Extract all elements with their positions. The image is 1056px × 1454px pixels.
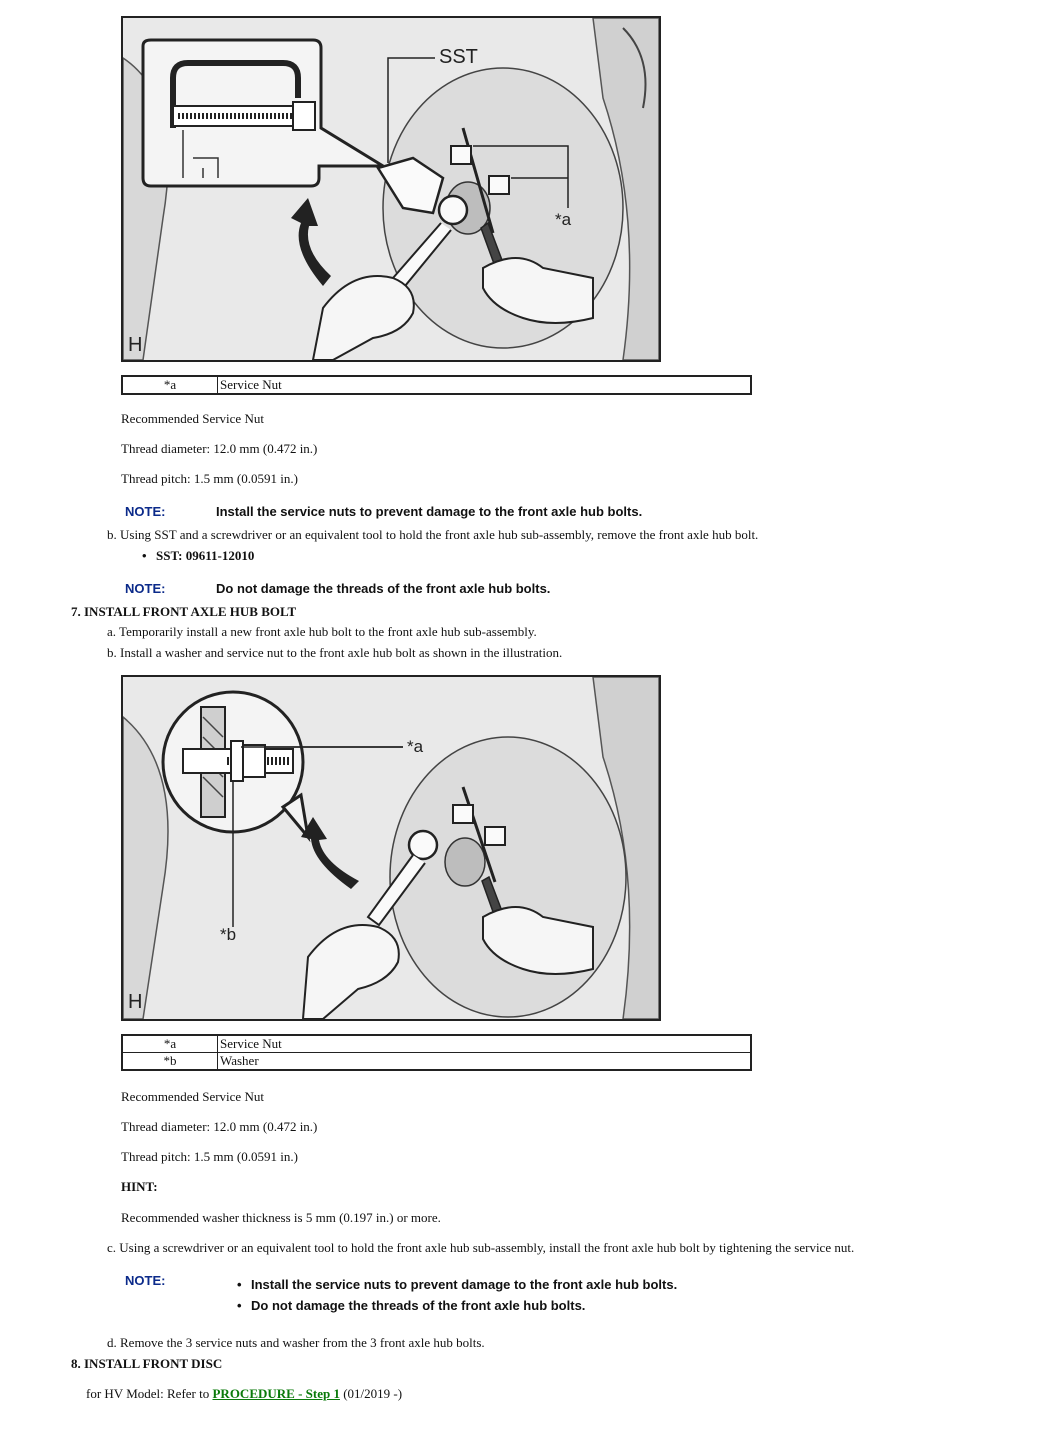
legend-key: *a xyxy=(122,1035,218,1053)
reference-line xyxy=(86,1386,402,1402)
note-label: NOTE: xyxy=(125,504,166,519)
fig-view-letter: H xyxy=(128,334,143,356)
legend-row xyxy=(122,1053,751,1071)
legend-key: *a xyxy=(122,376,218,394)
section-7-title: 7. INSTALL FRONT AXLE HUB BOLT xyxy=(71,604,297,619)
illustration-install-hub-bolt xyxy=(121,675,661,1021)
procedure-step-1-link[interactable]: PROCEDURE - Step 1 xyxy=(212,1386,340,1401)
section-8-title: 8. INSTALL FRONT DISC xyxy=(71,1356,223,1371)
step-d-remove-nuts: d. Remove the 3 service nuts and washer from the 3 front axle hub bolts. xyxy=(107,1335,485,1350)
illustration-drawing xyxy=(123,18,659,360)
legend-value: Washer xyxy=(218,1053,752,1071)
legend-value: Service Nut xyxy=(218,1035,752,1053)
sst-number-text: SST: 09611-12010 xyxy=(156,548,255,563)
legend-row xyxy=(122,376,751,394)
note-item: • Install the service nuts to prevent damage to the front axle hub bolts. xyxy=(237,1277,678,1292)
legend-value: Service Nut xyxy=(218,376,752,394)
reference-suffix: (01/2019 -) xyxy=(339,1386,403,1401)
sst-number: • SST: 09611-12010 xyxy=(142,548,255,563)
note-item-text: Install the service nuts to prevent damage to the front axle hub bolts. xyxy=(251,1277,678,1292)
spec-title: Recommended Service Nut xyxy=(121,411,264,426)
fig-label-b: *b xyxy=(220,925,237,944)
step-c-tighten-nut: c. Using a screwdriver or an equivalent tool to hold the front axle hub sub-assembly, install the front axle hub bolt by tightening the service nut. xyxy=(107,1240,855,1255)
spec-thread-diameter: Thread diameter: 12.0 mm (0.472 in.) xyxy=(121,441,318,456)
note-label: NOTE: xyxy=(125,581,166,596)
hint-text: Recommended washer thickness is 5 mm (0.197 in.) or more. xyxy=(121,1210,441,1225)
legend-table-2 xyxy=(121,1034,752,1071)
spec-thread-pitch: Thread pitch: 1.5 mm (0.0591 in.) xyxy=(121,471,298,486)
fig-label-a: *a xyxy=(555,210,572,229)
illustration-remove-hub-bolt xyxy=(121,16,661,362)
legend-table-1 xyxy=(121,375,752,395)
step-b-install-washer: b. Install a washer and service nut to the front axle hub bolt as shown in the illustration. xyxy=(107,645,563,660)
step-b-remove-bolt: b. Using SST and a screwdriver or an equivalent tool to hold the front axle hub sub-assembly, remove the front axle hub bolt. xyxy=(107,527,759,542)
spec-thread-diameter: Thread diameter: 12.0 mm (0.472 in.) xyxy=(121,1119,318,1134)
note-text: Do not damage the threads of the front axle hub bolts. xyxy=(216,581,551,596)
spec-title: Recommended Service Nut xyxy=(121,1089,264,1104)
fig-label-a: *a xyxy=(407,737,424,756)
note-item-text: Do not damage the threads of the front axle hub bolts. xyxy=(251,1298,586,1313)
fig-view-letter: H xyxy=(128,991,143,1013)
step-a-install-bolt: a. Temporarily install a new front axle hub bolt to the front axle hub sub-assembly. xyxy=(107,624,537,639)
note-text: Install the service nuts to prevent damage to the front axle hub bolts. xyxy=(216,504,643,519)
legend-row xyxy=(122,1035,751,1053)
hint-label: HINT: xyxy=(121,1179,158,1194)
illustration-drawing xyxy=(123,677,659,1019)
note-label: NOTE: xyxy=(125,1273,166,1288)
fig-label-sst: SST xyxy=(439,46,478,68)
note-item: • Do not damage the threads of the front axle hub bolts. xyxy=(237,1298,586,1313)
reference-prefix: for HV Model: Refer to xyxy=(86,1386,213,1401)
legend-key: *b xyxy=(122,1053,218,1071)
spec-thread-pitch: Thread pitch: 1.5 mm (0.0591 in.) xyxy=(121,1149,298,1164)
